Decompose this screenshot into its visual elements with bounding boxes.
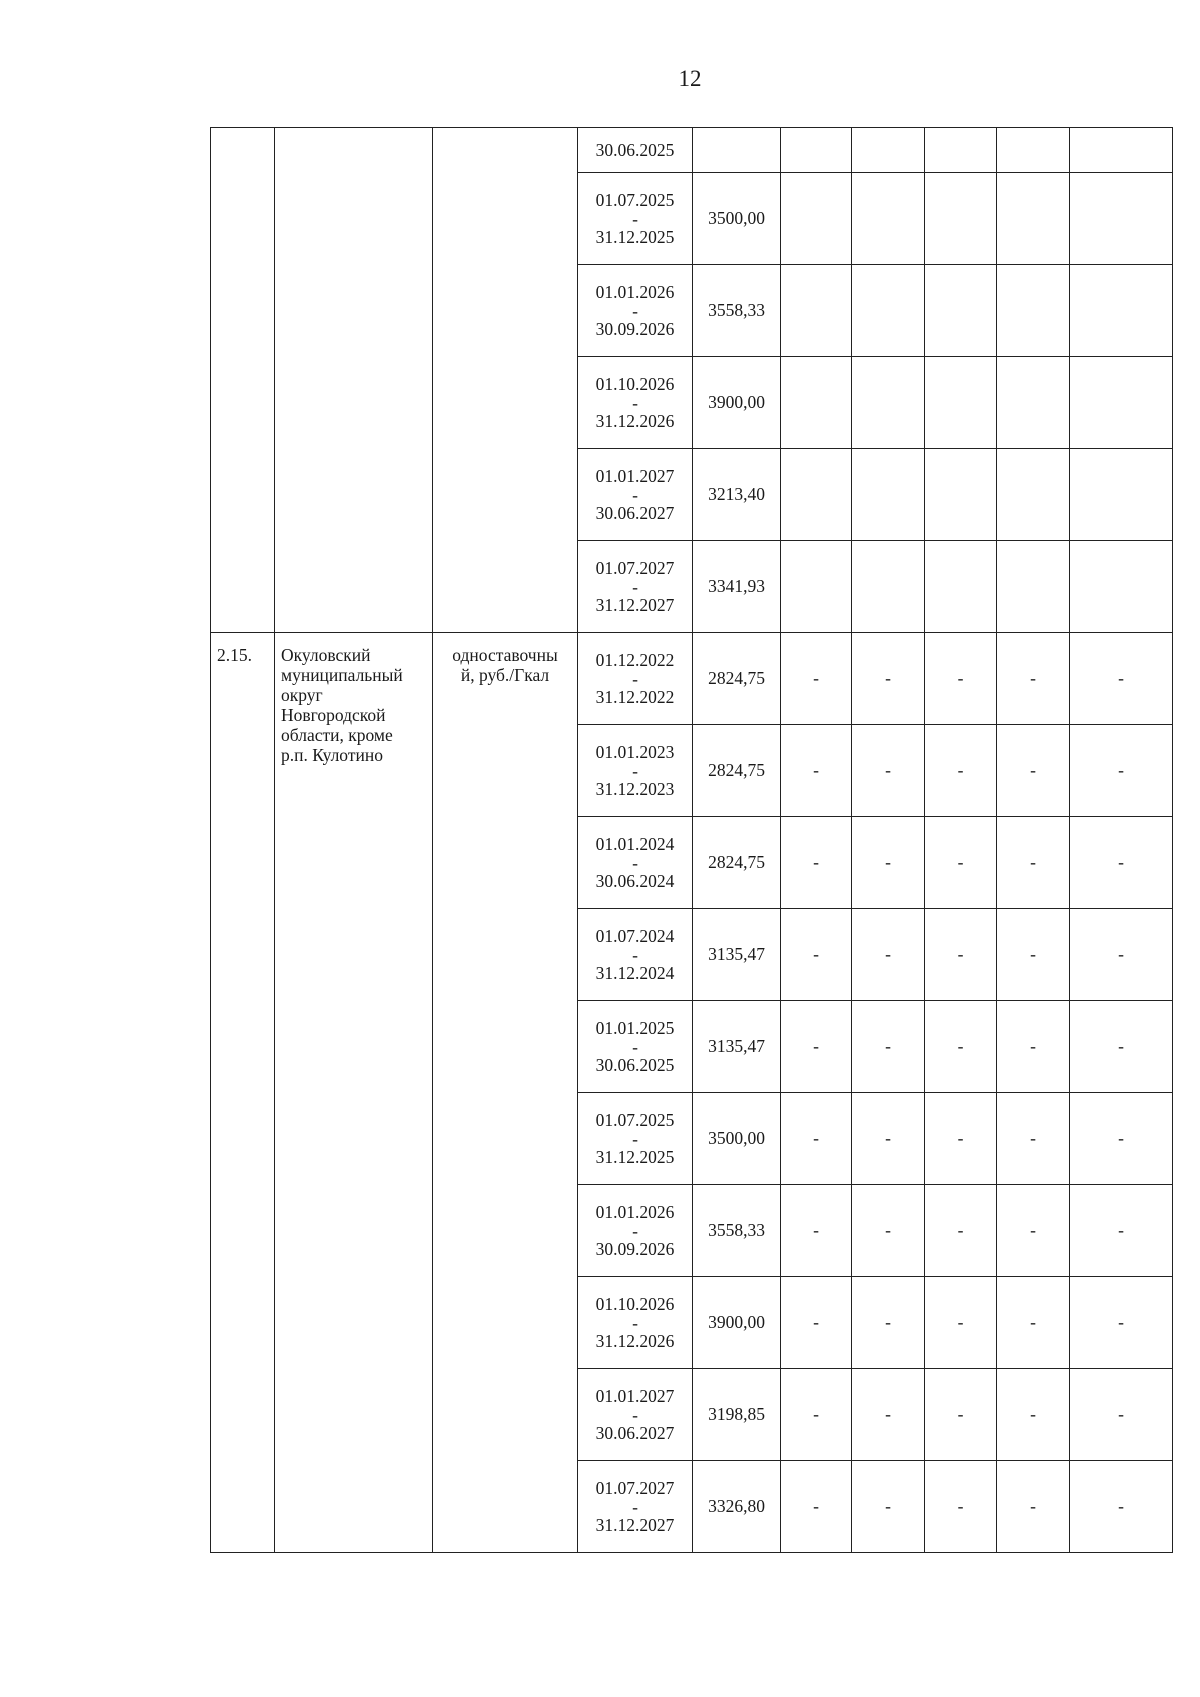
empty-value-cell: - (781, 1369, 852, 1461)
empty-value-cell: - (925, 1277, 997, 1369)
period-separator: - (632, 1220, 638, 1241)
empty-value-cell: - (1070, 1461, 1173, 1553)
empty-value-cell (781, 265, 852, 357)
empty-value-cell: - (925, 1093, 997, 1185)
tariff-value: 2824,75 (693, 817, 781, 909)
empty-value-cell: - (781, 909, 852, 1001)
empty-value-cell: - (997, 1369, 1070, 1461)
empty-value-cell (925, 128, 997, 173)
period-separator: - (632, 668, 638, 689)
period-separator: - (632, 576, 638, 597)
period-date: 01.01.2026 (595, 281, 675, 302)
empty-value-cell: - (1070, 909, 1173, 1001)
empty-value-cell: - (852, 1369, 925, 1461)
empty-value-cell: - (852, 1001, 925, 1093)
empty-value-cell: - (1070, 817, 1173, 909)
period-date: 31.12.2023 (595, 778, 675, 799)
period-date: 31.12.2026 (595, 410, 675, 431)
empty-value-cell (781, 128, 852, 173)
empty-value-cell (997, 173, 1070, 265)
empty-value-cell (925, 357, 997, 449)
empty-value-cell (925, 173, 997, 265)
empty-value-cell (852, 265, 925, 357)
empty-value-cell (1070, 541, 1173, 633)
empty-value-cell (781, 357, 852, 449)
period-date: 31.12.2027 (595, 1514, 675, 1535)
table-row (211, 633, 1173, 725)
empty-value-cell: - (781, 1461, 852, 1553)
empty-value-cell (852, 357, 925, 449)
tariff-type-line: одноставочны (452, 645, 558, 665)
tariff-type (433, 633, 578, 1553)
empty-value-cell (925, 449, 997, 541)
tariff-value: 3500,00 (693, 1093, 781, 1185)
empty-value-cell (852, 449, 925, 541)
empty-value-cell: - (852, 725, 925, 817)
empty-value-cell: - (781, 1093, 852, 1185)
period-date: 31.12.2026 (595, 1330, 675, 1351)
empty-value-cell: - (997, 909, 1070, 1001)
municipality-name-line: муниципальный (281, 665, 403, 685)
period-date: 01.10.2026 (595, 1293, 675, 1314)
empty-value-cell: - (997, 1277, 1070, 1369)
tariff-value (693, 128, 781, 173)
empty-value-cell: - (852, 909, 925, 1001)
tariff-value: 2824,75 (693, 725, 781, 817)
empty-value-cell (997, 265, 1070, 357)
period-date: 01.07.2025 (595, 1109, 675, 1130)
period-cell (578, 173, 693, 265)
period-date: 01.07.2027 (595, 1477, 675, 1498)
period-date: 31.12.2022 (595, 686, 675, 707)
empty-value-cell (1070, 357, 1173, 449)
period-cell (578, 265, 693, 357)
tariff-table (210, 127, 1173, 1553)
empty-value-cell (997, 449, 1070, 541)
period-date: 01.07.2025 (595, 189, 675, 210)
empty-value-cell (781, 541, 852, 633)
period-date: 01.07.2027 (595, 557, 675, 578)
empty-value-cell: - (925, 1001, 997, 1093)
empty-value-cell: - (1070, 1093, 1173, 1185)
empty-value-cell: - (997, 817, 1070, 909)
tariff-value: 3558,33 (693, 265, 781, 357)
empty-value-cell: - (781, 1277, 852, 1369)
empty-value-cell (1070, 173, 1173, 265)
period-cell (578, 1277, 693, 1369)
period-date: 30.06.2024 (595, 870, 675, 891)
empty-value-cell: - (925, 909, 997, 1001)
empty-value-cell (925, 265, 997, 357)
period-date: 01.01.2023 (595, 741, 675, 762)
period-cell (578, 909, 693, 1001)
period-separator: - (632, 484, 638, 505)
empty-value-cell (997, 541, 1070, 633)
empty-value-cell: - (852, 1461, 925, 1553)
period-date: 01.01.2027 (595, 1385, 675, 1406)
period-date: 30.06.2025 (595, 1054, 675, 1075)
empty-value-cell (852, 128, 925, 173)
period-date: 30.09.2026 (595, 318, 675, 339)
tariff-value: 3198,85 (693, 1369, 781, 1461)
empty-value-cell: - (852, 1277, 925, 1369)
period-separator: - (632, 1496, 638, 1517)
period-date: 31.12.2025 (595, 1146, 675, 1167)
period-separator: - (632, 944, 638, 965)
empty-value-cell: - (997, 633, 1070, 725)
period-separator: - (632, 300, 638, 321)
period-cell (578, 1185, 693, 1277)
period-cell (578, 725, 693, 817)
period-date: 30.09.2026 (595, 1238, 675, 1259)
tariff-value: 3341,93 (693, 541, 781, 633)
tariff-type-line: й, руб./Гкал (460, 665, 550, 685)
empty-value-cell: - (997, 725, 1070, 817)
tariff-value: 3900,00 (693, 357, 781, 449)
empty-value-cell: - (1070, 725, 1173, 817)
period-separator: - (632, 1128, 638, 1149)
empty-value-cell: - (781, 1001, 852, 1093)
empty-value-cell: - (925, 1369, 997, 1461)
period-separator: - (632, 1404, 638, 1425)
tariff-value: 3900,00 (693, 1277, 781, 1369)
period-cell (578, 449, 693, 541)
empty-value-cell: - (852, 633, 925, 725)
municipality-name (275, 633, 433, 1553)
period-date: 30.06.2025 (595, 139, 675, 160)
continued-type-cell (433, 128, 578, 633)
empty-value-cell: - (852, 1185, 925, 1277)
tariff-value: 3500,00 (693, 173, 781, 265)
period-separator: - (632, 1312, 638, 1333)
empty-value-cell (852, 173, 925, 265)
empty-value-cell: - (1070, 1185, 1173, 1277)
empty-value-cell: - (925, 1461, 997, 1553)
empty-value-cell: - (925, 817, 997, 909)
tariff-value: 3558,33 (693, 1185, 781, 1277)
period-separator: - (632, 1036, 638, 1057)
period-separator: - (632, 760, 638, 781)
period-date: 01.01.2024 (595, 833, 675, 854)
empty-value-cell: - (1070, 1369, 1173, 1461)
empty-value-cell: - (781, 725, 852, 817)
page-number: 12 (678, 66, 702, 91)
empty-value-cell: - (925, 633, 997, 725)
empty-value-cell: - (1070, 633, 1173, 725)
empty-value-cell: - (781, 1185, 852, 1277)
period-cell (578, 357, 693, 449)
period-date: 31.12.2024 (595, 962, 675, 983)
empty-value-cell: - (781, 817, 852, 909)
period-cell (578, 1461, 693, 1553)
empty-value-cell (781, 449, 852, 541)
period-cell (578, 633, 693, 725)
empty-value-cell (997, 357, 1070, 449)
continued-name-cell (275, 128, 433, 633)
period-date: 01.01.2027 (595, 465, 675, 486)
empty-value-cell: - (997, 1185, 1070, 1277)
period-cell (578, 1001, 693, 1093)
period-cell (578, 1093, 693, 1185)
empty-value-cell: - (925, 725, 997, 817)
empty-value-cell (997, 128, 1070, 173)
municipality-name-line: округ (281, 685, 323, 705)
period-date: 30.06.2027 (595, 502, 675, 523)
period-date: 01.12.2022 (595, 649, 675, 670)
period-cell (578, 1369, 693, 1461)
empty-value-cell: - (1070, 1001, 1173, 1093)
empty-value-cell: - (781, 633, 852, 725)
municipality-name-line: Новгородской (281, 705, 386, 725)
period-date: 31.12.2025 (595, 226, 675, 247)
table-row (211, 128, 1173, 173)
period-cell (578, 128, 693, 173)
period-separator: - (632, 392, 638, 413)
continued-number-cell (211, 128, 275, 633)
tariff-value: 3213,40 (693, 449, 781, 541)
tariff-value: 3326,80 (693, 1461, 781, 1553)
period-date: 01.07.2024 (595, 925, 675, 946)
empty-value-cell: - (852, 817, 925, 909)
empty-value-cell (1070, 449, 1173, 541)
empty-value-cell: - (925, 1185, 997, 1277)
tariff-value: 3135,47 (693, 909, 781, 1001)
empty-value-cell (1070, 128, 1173, 173)
period-separator: - (632, 208, 638, 229)
municipality-name-line: Окуловский (281, 645, 371, 665)
empty-value-cell: - (1070, 1277, 1173, 1369)
empty-value-cell (781, 173, 852, 265)
period-cell (578, 817, 693, 909)
section-number: 2.15. (211, 633, 275, 1553)
empty-value-cell (925, 541, 997, 633)
tariff-value: 3135,47 (693, 1001, 781, 1093)
municipality-name-line: р.п. Кулотино (281, 745, 383, 765)
period-cell (578, 541, 693, 633)
period-date: 01.10.2026 (595, 373, 675, 394)
tariff-value: 2824,75 (693, 633, 781, 725)
empty-value-cell (1070, 265, 1173, 357)
empty-value-cell (852, 541, 925, 633)
municipality-name-line: области, кроме (281, 725, 393, 745)
empty-value-cell: - (997, 1001, 1070, 1093)
empty-value-cell: - (997, 1461, 1070, 1553)
empty-value-cell: - (852, 1093, 925, 1185)
period-separator: - (632, 852, 638, 873)
period-date: 31.12.2027 (595, 594, 675, 615)
empty-value-cell: - (997, 1093, 1070, 1185)
period-date: 01.01.2026 (595, 1201, 675, 1222)
period-date: 01.01.2025 (595, 1017, 675, 1038)
period-date: 30.06.2027 (595, 1422, 675, 1443)
